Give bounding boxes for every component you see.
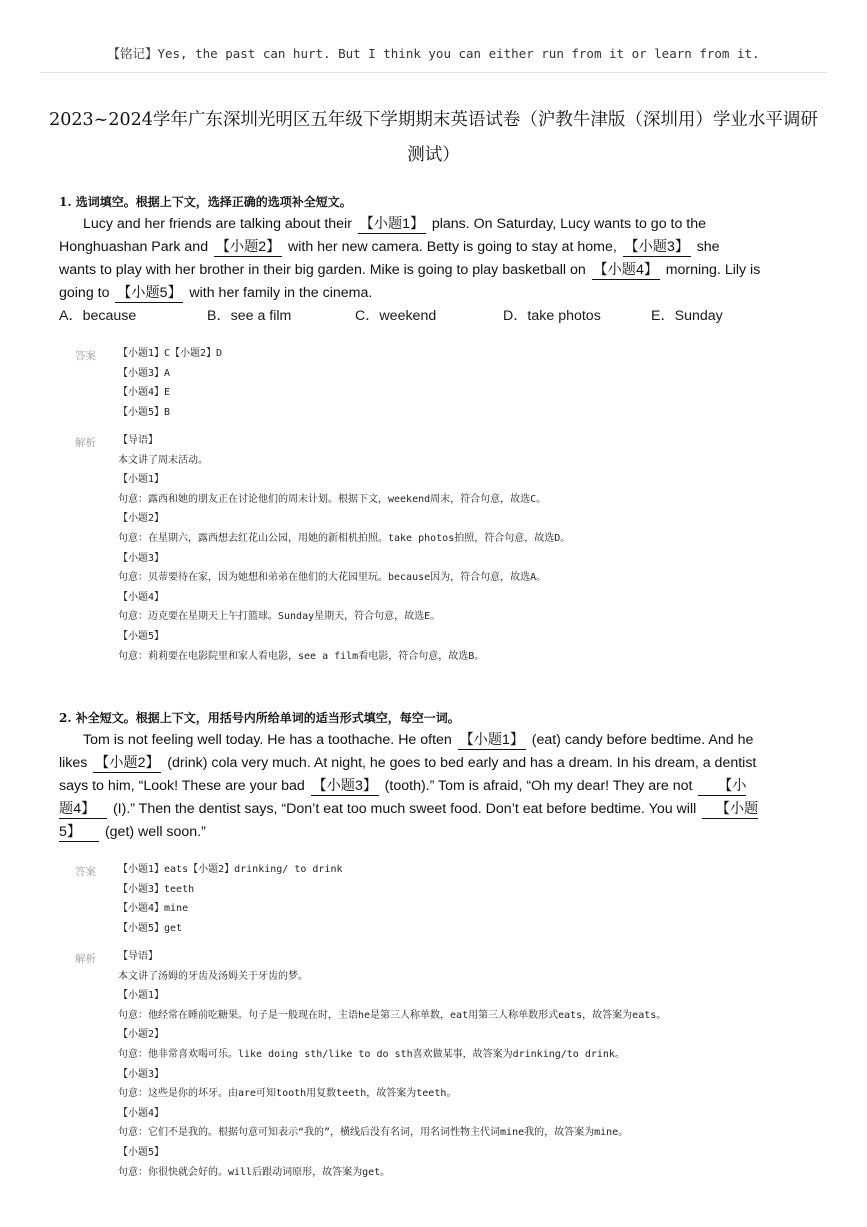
- title-line-2: 测试）: [407, 145, 460, 165]
- title-line-1: 2023~2024学年广东深圳光明区五年级下学期期末英语试卷（沪教牛津版（深圳用）学业水平调研: [49, 110, 818, 130]
- blank-2[interactable]: 【小题2】: [95, 755, 160, 771]
- question-1-heading: 1. 选词填空。根据上下文，选择正确的选项补全短文。: [59, 195, 352, 209]
- answer-block: 【小题1】C【小题2】D 【小题3】A 【小题4】E 【小题5】B: [118, 348, 223, 418]
- option-b[interactable]: B．see a film: [207, 308, 292, 324]
- option-e[interactable]: E．Sunday: [651, 308, 723, 324]
- passage-line: wants to play with her brother in their big garden. Mike is going to play basketball on 【小题4】 morning. Lily is: [59, 262, 761, 278]
- motto: 【铭记】Yes, the past can hurt. But I think you can either run from it or learn from it.: [107, 46, 760, 61]
- question-1-passage: [59, 213, 809, 305]
- option-c[interactable]: C．weekend: [355, 308, 437, 324]
- blank-1[interactable]: 【小题1】: [459, 732, 525, 748]
- passage-line: Lucy and her friends are talking about their 【小题1】 plans. On Saturday, Lucy wants to go to the: [83, 216, 707, 232]
- option-d[interactable]: D．take photos: [503, 308, 601, 324]
- blank-3[interactable]: 【小题3】: [312, 778, 378, 794]
- blank-4-cont[interactable]: 题4】: [59, 801, 107, 819]
- analysis-label: 解析: [75, 437, 96, 449]
- question-2-passage: [59, 729, 809, 844]
- passage-line: 5】 (get) well soon.”: [59, 824, 206, 840]
- blank-4[interactable]: 【小: [698, 778, 746, 796]
- blank-5[interactable]: 【小题5】: [117, 285, 182, 301]
- blank-2[interactable]: 【小题2】: [215, 239, 281, 255]
- passage-line: going to 【小题5】 with her family in the cinema.: [59, 285, 373, 301]
- question-2-heading: 2. 补全短文。根据上下文，用括号内所给单词的适当形式填空，每空一词。: [59, 711, 460, 725]
- passage-line: Tom is not feeling well today. He has a toothache. He often 【小题1】 (eat) candy before bedtime. And he: [83, 732, 754, 748]
- blank-5[interactable]: 【小题: [702, 801, 758, 819]
- blank-4[interactable]: 【小题4】: [593, 262, 659, 278]
- analysis-label: 解析: [75, 953, 96, 965]
- analysis-block: 【导语】 本文讲了周末活动。 【小题1】 句意：露西和她的朋友正在讨论他们的周末计划。根据下文，weekend周末，符合句意，故选C。 【小题2】 句意：在星期六，露西想去红花山公园，用她的新相机拍照。take photos拍照，符合句意，故选D。 【小题3】 句意：贝蒂要待在家，因为她想和弟弟在他们的大花园里玩。because因为，符合句意，故选A。 【小题4】 句意：迈克要在星期天上午打篮球。Sunday星期天，符合句意，故选E。 【小题5】 句意：莉莉要在电影院里和家人看电影，see a film看电影，符合句意，故选B。: [118, 435, 571, 662]
- blank-3[interactable]: 【小题3】: [624, 239, 690, 255]
- passage-line: 题4】 (I).” Then the dentist says, “Don’t eat too much sweet food. Don’t eat before bedtime. You will 【小题: [59, 801, 759, 817]
- passage-line: Honghuashan Park and 【小题2】 with her new camera. Betty is going to stay at home, 【小题3】 she: [59, 239, 720, 255]
- passage-line: likes 【小题2】 (drink) cola very much. At night, he goes to bed early and has a dream. In his dream, a dentist: [59, 755, 757, 771]
- answer-label: 答案: [75, 350, 96, 362]
- blank-5-cont[interactable]: 5】: [59, 824, 99, 842]
- answer-block: 【小题1】eats【小题2】drinking/ to drink 【小题3】teeth 【小题4】mine 【小题5】get: [118, 864, 343, 934]
- option-a[interactable]: A．because: [59, 308, 137, 324]
- header-divider: [40, 72, 827, 73]
- answer-label: 答案: [75, 866, 96, 878]
- passage-line: says to him, “Look! These are your bad 【小题3】 (tooth).” Tom is afraid, “Oh my dear! They are not 【小: [59, 778, 747, 794]
- analysis-block: 【导语】 本文讲了汤姆的牙齿及汤姆关于牙齿的梦。 【小题1】 句意：他经常在睡前吃糖果。句子是一般现在时，主语he是第三人称单数，eat用第三人称单数形式eats，故答案为eats。 【小题2】 句意：他非常喜欢喝可乐。like doing sth/like to do sth喜欢做某事，故答案为drinking/to drink。 【小题3】 句意：这些是你的坏牙。由are可知tooth用复数teeth，故答案为teeth。 【小题4】 句意：它们不是我的。根据句意可知表示“我的”，横线后没有名词，用名词性物主代词mine我的，故答案为mine。 【小题5】 句意：你很快就会好的。will后跟动词原形，故答案为get。: [118, 951, 667, 1178]
- page-title: [30, 103, 837, 173]
- blank-1[interactable]: 【小题1】: [359, 216, 425, 232]
